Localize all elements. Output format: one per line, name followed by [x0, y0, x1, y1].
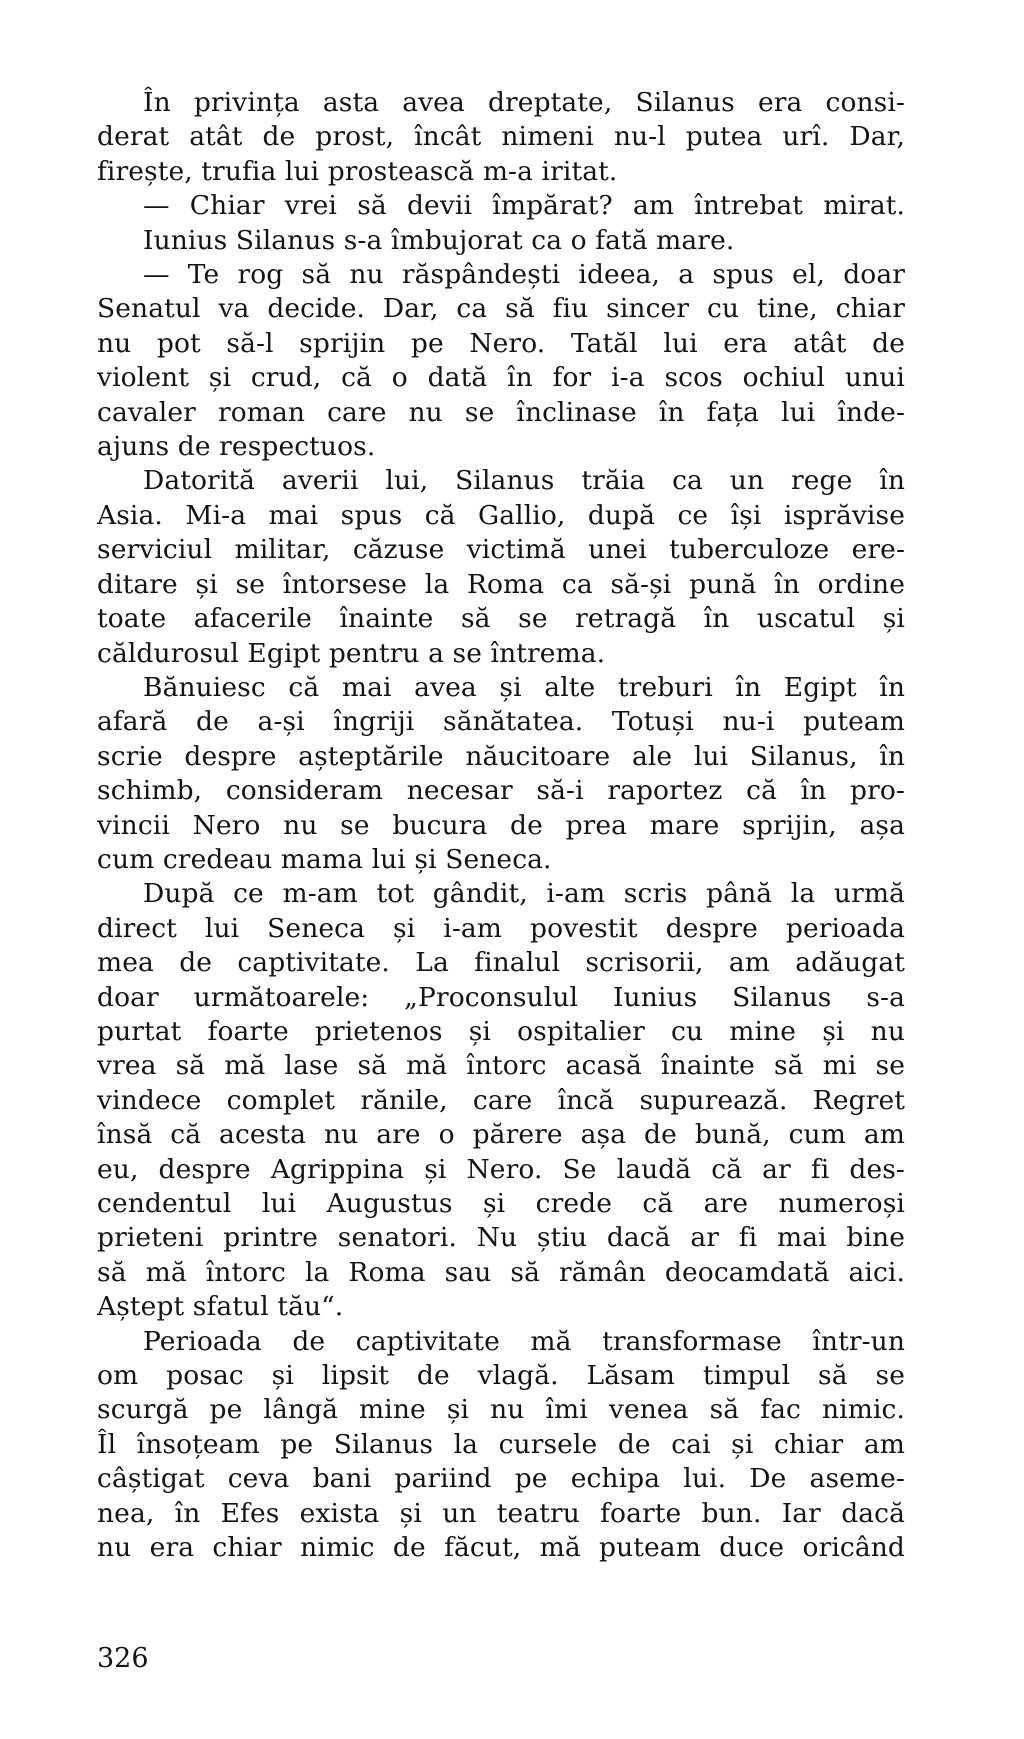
text-line: direct lui Seneca și i-am povestit despre perioada	[97, 912, 905, 944]
text-line: — Te rog să nu răspândești ideea, a spus el, doar	[143, 259, 905, 291]
text-line: scrie despre așteptările năucitoare ale lui Silanus, în	[97, 740, 905, 772]
text-line: Datorită averii lui, Silanus trăia ca un rege în	[143, 465, 905, 497]
text-line: mea de captivitate. La finalul scrisorii, am adăugat	[97, 947, 905, 979]
text-line: nu pot să-l sprijin pe Nero. Tatăl lui era atât de	[97, 327, 905, 359]
text-line: om posac și lipsit de vlagă. Lăsam timpul să se	[97, 1360, 905, 1392]
text-line: cum credeau mama lui și Seneca.	[97, 843, 552, 875]
text-line: cavaler roman care nu se înclinase în fața lui înde-	[97, 396, 905, 428]
text-line: căldurosul Egipt pentru a se întrema.	[97, 637, 606, 669]
text-line: vincii Nero nu se bucura de prea mare sprijin, așa	[97, 809, 905, 841]
page-text-block	[97, 86, 905, 1565]
text-line: firește, trufia lui prostească m-a iritat.	[97, 155, 618, 187]
text-line: ajuns de respectuos.	[97, 431, 376, 463]
text-line: Perioada de captivitate mă transformase într-un	[143, 1325, 905, 1357]
text-line: cendentul lui Augustus și crede că are numeroși	[97, 1188, 905, 1219]
text-line: serviciul militar, căzuse victimă unei tuberculoze ere-	[97, 534, 905, 566]
text-line: — Chiar vrei să devii împărat? am întrebat mirat.	[143, 190, 905, 222]
text-line: Bănuiesc că mai avea și alte treburi în Egipt în	[143, 671, 905, 703]
text-line: afară de a-și îngriji sănătatea. Totuși nu-i puteam	[97, 706, 905, 738]
text-line: violent și crud, că o dată în for i-a scos ochiul unui	[97, 362, 905, 394]
text-line: nea, în Efes exista și un teatru foarte bun. Iar dacă	[97, 1497, 905, 1529]
text-line: purtat foarte prietenos și ospitalier cu mine și nu	[97, 1015, 905, 1047]
text-line: ditare și se întorsese la Roma ca să-și pună în ordine	[97, 568, 905, 600]
page-number: 326	[97, 1643, 149, 1674]
text-line: Aștept sfatul tău“.	[97, 1291, 344, 1323]
text-line: eu, despre Agrippina și Nero. Se laudă că ar fi des-	[97, 1153, 905, 1185]
text-line: După ce m-am tot gândit, i-am scris până la urmă	[143, 878, 905, 910]
text-line: să mă întorc la Roma sau să rămân deocamdată aici.	[97, 1256, 905, 1288]
text-line: doar următoarele: „Proconsulul Iunius Silanus s-a	[97, 981, 905, 1013]
text-line: prieteni printre senatori. Nu știu dacă ar fi mai bine	[97, 1222, 905, 1254]
text-line: Asia. Mi-a mai spus că Gallio, după ce își isprăvise	[97, 499, 905, 531]
text-line: nu era chiar nimic de făcut, mă puteam duce oricând	[97, 1532, 905, 1564]
text-line: Îl însoțeam pe Silanus la cursele de cai și chiar am	[97, 1428, 905, 1460]
text-line: Iunius Silanus s-a îmbujorat ca o fată mare.	[143, 224, 735, 256]
text-line: Senatul va decide. Dar, ca să fiu sincer cu tine, chiar	[97, 293, 905, 325]
text-line: derat atât de prost, încât nimeni nu-l putea urî. Dar,	[97, 121, 905, 153]
text-line: toate afacerile înainte să se retragă în uscatul și	[97, 603, 905, 635]
text-line: vrea să mă lase să mă întorc acasă înainte să mi se	[97, 1050, 905, 1082]
text-line: însă că acesta nu are o părere așa de bună, cum am	[97, 1119, 905, 1151]
text-line: În privința asta avea dreptate, Silanus era consi-	[143, 87, 905, 118]
text-line: câștigat ceva bani pariind pe echipa lui. De aseme-	[97, 1463, 905, 1495]
text-line: scurgă pe lângă mine și nu îmi venea să fac nimic.	[97, 1394, 905, 1426]
text-line: schimb, consideram necesar să-i raportez că în pro-	[97, 775, 905, 807]
text-line: vindece complet rănile, care încă supurează. Regret	[97, 1084, 905, 1116]
